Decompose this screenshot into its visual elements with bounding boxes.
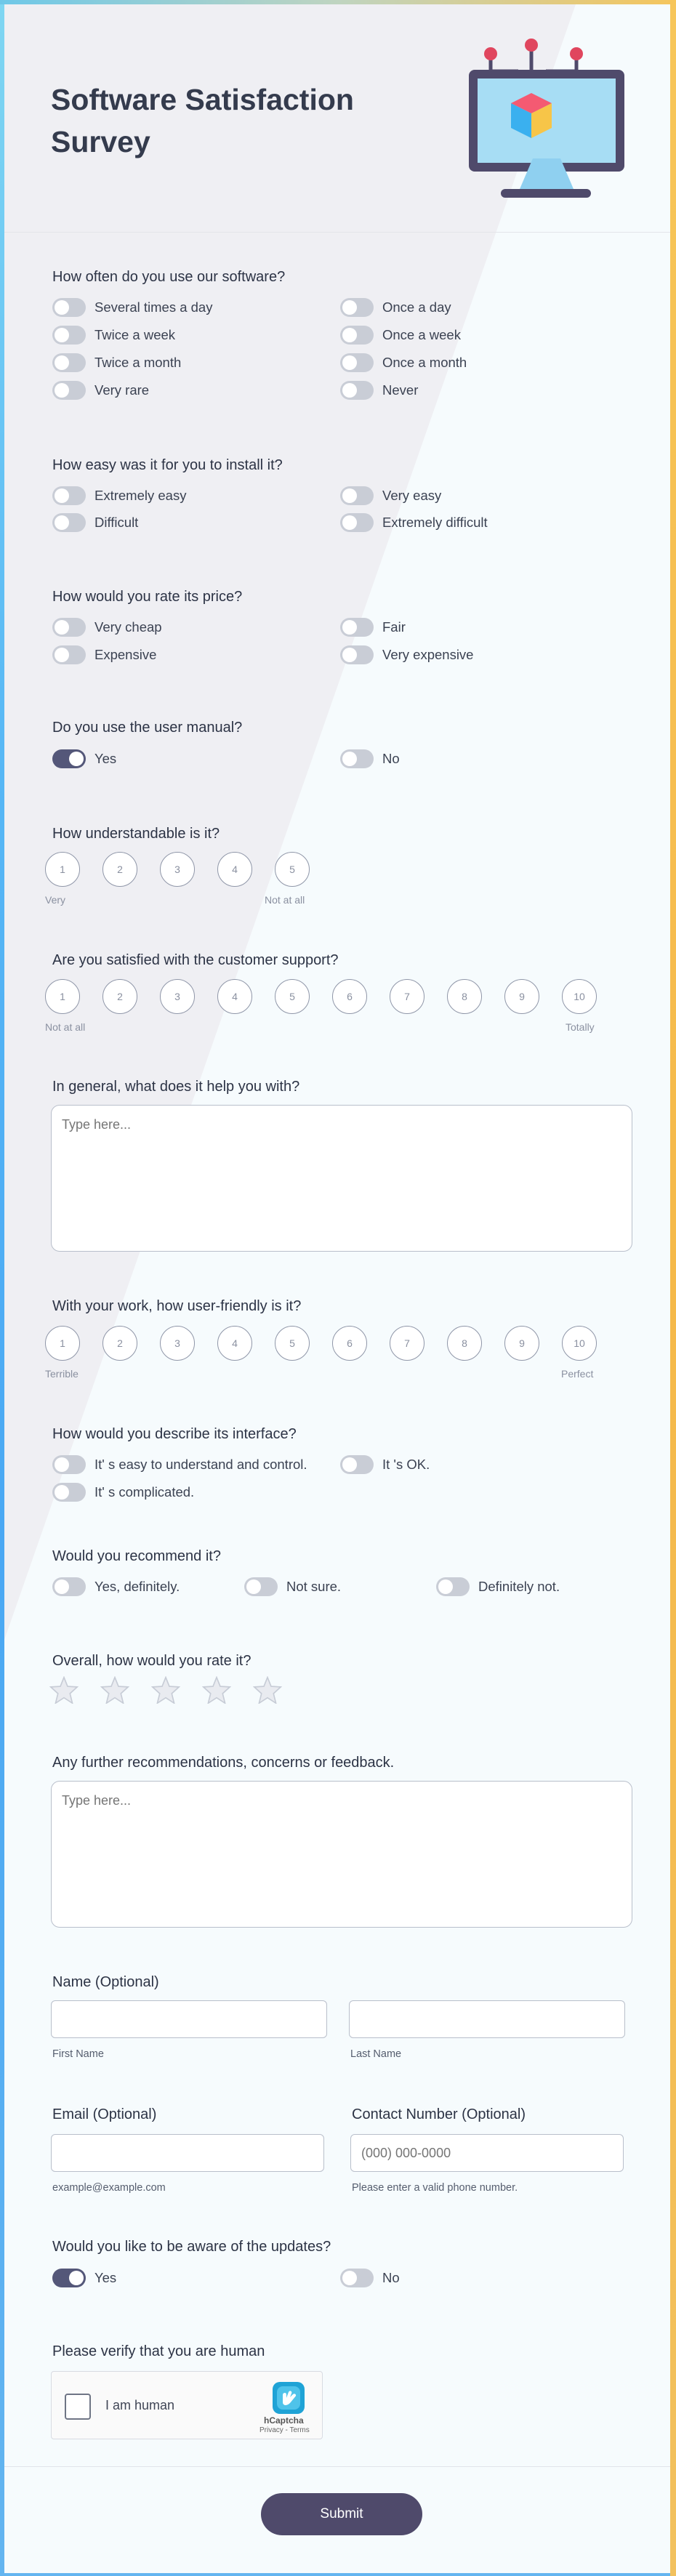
form-header	[4, 4, 670, 233]
friendly-scale-10[interactable]: 10	[562, 1326, 597, 1361]
hcaptcha-privacy-terms-link[interactable]: Privacy - Terms	[259, 2426, 310, 2434]
support-scale-4[interactable]: 4	[217, 979, 252, 1014]
friendly-scale-6[interactable]: 6	[332, 1326, 367, 1361]
toggle-switch[interactable]	[52, 298, 86, 317]
support-scale-8[interactable]: 8	[447, 979, 482, 1014]
option-label: Twice a week	[94, 327, 176, 342]
submit-button[interactable]: Submit	[261, 2493, 422, 2535]
option-label: Twice a month	[94, 355, 182, 370]
q-recommend-label: Would you recommend it?	[52, 1548, 221, 1564]
q-usage-label: How often do you use our software?	[52, 269, 286, 285]
toggle-switch[interactable]	[52, 513, 86, 532]
option-label: Yes	[94, 751, 117, 766]
install-option-very-easy[interactable]	[340, 486, 441, 505]
q-understand-label: How understandable is it?	[52, 826, 220, 842]
usage-option-once-a-week[interactable]	[340, 326, 461, 345]
friendly-scale-7[interactable]: 7	[390, 1326, 424, 1361]
q-rating-label: Overall, how would you rate it?	[52, 1653, 252, 1669]
q-install-label: How easy was it for you to install it?	[52, 457, 283, 473]
option-label: Very expensive	[382, 647, 474, 662]
option-label: Very rare	[94, 382, 150, 398]
friendly-scale-8[interactable]: 8	[447, 1326, 482, 1361]
option-label: Once a day	[382, 299, 451, 315]
understand-scale-1[interactable]: 1	[45, 852, 80, 887]
friendly-scale-3[interactable]: 3	[160, 1326, 195, 1361]
manual-option-no[interactable]	[340, 749, 400, 768]
friendly-scale-2[interactable]: 2	[102, 1326, 137, 1361]
option-label: No	[382, 751, 400, 766]
toggle-switch[interactable]	[52, 381, 86, 400]
install-option-difficult[interactable]	[52, 513, 138, 532]
interface-option-easy[interactable]	[52, 1455, 307, 1474]
usage-option-very-rare[interactable]	[52, 381, 149, 400]
option-label: Extremely easy	[94, 488, 187, 503]
toggle-switch[interactable]	[52, 1577, 86, 1596]
understand-high-label: Not at all	[265, 894, 305, 906]
q-price-label: How would you rate its price?	[52, 589, 243, 605]
price-option-very-cheap[interactable]	[52, 618, 162, 637]
toggle-switch[interactable]	[52, 353, 86, 372]
toggle-switch[interactable]	[52, 486, 86, 505]
option-label: Yes, definitely.	[94, 1579, 180, 1594]
support-scale-6[interactable]: 6	[332, 979, 367, 1014]
toggle-switch[interactable]	[340, 381, 374, 400]
recommend-option-not-sure[interactable]	[244, 1577, 341, 1596]
computer-cube-icon	[467, 36, 627, 204]
friendly-scale-1[interactable]: 1	[45, 1326, 80, 1361]
captcha-label: Please verify that you are human	[52, 2343, 265, 2359]
toggle-switch-on[interactable]	[52, 749, 86, 768]
toggle-switch[interactable]	[340, 1455, 374, 1474]
toggle-switch[interactable]	[52, 326, 86, 345]
form-card	[4, 4, 670, 2573]
feedback-textarea[interactable]	[51, 1781, 632, 1928]
support-scale-3[interactable]: 3	[160, 979, 195, 1014]
understand-low-label: Very	[45, 894, 66, 906]
interface-option-complicated[interactable]	[52, 1483, 194, 1502]
frame-right-border	[670, 0, 676, 2576]
friendly-scale-4[interactable]: 4	[217, 1326, 252, 1361]
friendly-scale-9[interactable]: 9	[504, 1326, 539, 1361]
option-label: It' s complicated.	[94, 1484, 195, 1500]
option-label: Difficult	[94, 515, 139, 530]
name-label: Name (Optional)	[52, 1974, 159, 1990]
support-scale-1[interactable]: 1	[45, 979, 80, 1014]
email-sublabel: example@example.com	[52, 2182, 166, 2194]
star-icon[interactable]	[151, 1676, 180, 1704]
q-manual-label: Do you use the user manual?	[52, 720, 243, 736]
friendly-low-label: Terrible	[45, 1368, 79, 1380]
page-title: Software Satisfaction Survey	[51, 83, 354, 158]
support-scale-10[interactable]: 10	[562, 979, 597, 1014]
usage-option-several-times-a-day[interactable]	[52, 298, 212, 317]
option-label: It' s easy to understand and control.	[94, 1457, 307, 1472]
toggle-switch[interactable]	[340, 353, 374, 372]
manual-option-yes[interactable]	[52, 749, 116, 768]
star-icon[interactable]	[100, 1676, 129, 1704]
toggle-switch[interactable]	[244, 1577, 278, 1596]
updates-option-no[interactable]	[340, 2269, 400, 2287]
support-scale-9[interactable]: 9	[504, 979, 539, 1014]
captcha-checkbox[interactable]	[65, 2394, 91, 2420]
toggle-switch[interactable]	[340, 2269, 374, 2287]
option-label: No	[382, 2270, 400, 2285]
q-friendly-label: With your work, how user-friendly is it?	[52, 1298, 302, 1314]
toggle-switch[interactable]	[436, 1577, 470, 1596]
toggle-switch[interactable]	[340, 486, 374, 505]
toggle-switch[interactable]	[340, 618, 374, 637]
toggle-switch[interactable]	[52, 1455, 86, 1474]
support-low-label: Not at all	[45, 1021, 86, 1033]
q-help-label: In general, what does it help you with?	[52, 1079, 300, 1095]
toggle-switch[interactable]	[340, 326, 374, 345]
first-name-input[interactable]	[51, 2000, 327, 2038]
understand-scale-2[interactable]: 2	[102, 852, 137, 887]
option-label: Definitely not.	[478, 1579, 560, 1594]
toggle-switch[interactable]	[340, 298, 374, 317]
usage-option-twice-a-week[interactable]	[52, 326, 175, 345]
option-label: Fair	[382, 619, 406, 635]
phone-input[interactable]	[350, 2134, 624, 2172]
hcaptcha-logo-icon	[273, 2382, 305, 2414]
phone-label: Contact Number (Optional)	[352, 2106, 526, 2122]
updates-option-yes[interactable]	[52, 2269, 116, 2287]
price-option-expensive[interactable]	[52, 645, 156, 664]
q-support-label: Are you satisfied with the customer support?	[52, 952, 339, 968]
email-input[interactable]	[51, 2134, 324, 2172]
last-name-input[interactable]	[349, 2000, 625, 2038]
q-interface-label: How would you describe its interface?	[52, 1426, 297, 1442]
price-option-very-expensive[interactable]	[340, 645, 473, 664]
friendly-high-label: Perfect	[561, 1368, 594, 1380]
option-label: Yes	[94, 2270, 117, 2285]
toggle-switch[interactable]	[340, 513, 374, 532]
star-icon[interactable]	[202, 1676, 231, 1704]
recommend-option-yes[interactable]	[52, 1577, 180, 1596]
recommend-option-no[interactable]	[436, 1577, 560, 1596]
footer-divider	[4, 2466, 670, 2467]
q-feedback-label: Any further recommendations, concerns or feedback.	[52, 1755, 395, 1771]
last-name-sublabel: Last Name	[350, 2048, 402, 2060]
option-label: Very cheap	[94, 619, 162, 635]
phone-sublabel: Please enter a valid phone number.	[352, 2182, 518, 2194]
option-label: Not sure.	[286, 1579, 342, 1594]
toggle-switch-on[interactable]	[52, 2269, 86, 2287]
hcaptcha-brand: hCaptcha	[264, 2415, 304, 2426]
first-name-sublabel: First Name	[52, 2048, 104, 2060]
star-icon[interactable]	[253, 1676, 282, 1704]
q-updates-label: Would you like to be aware of the updates?	[52, 2239, 331, 2255]
usage-option-never[interactable]	[340, 381, 418, 400]
option-label: Very easy	[382, 488, 442, 503]
toggle-switch[interactable]	[52, 618, 86, 637]
option-label: Once a week	[382, 327, 461, 342]
understand-scale-4[interactable]: 4	[217, 852, 252, 887]
install-option-extremely-difficult[interactable]	[340, 513, 488, 532]
support-scale-7[interactable]: 7	[390, 979, 424, 1014]
support-scale-5[interactable]: 5	[275, 979, 310, 1014]
toggle-switch[interactable]	[340, 749, 374, 768]
option-label: Expensive	[94, 647, 157, 662]
usage-option-once-a-day[interactable]	[340, 298, 451, 317]
toggle-switch[interactable]	[340, 645, 374, 664]
hcaptcha-widget	[51, 2371, 323, 2439]
support-high-label: Totally	[566, 1021, 595, 1033]
install-option-extremely-easy[interactable]	[52, 486, 186, 505]
option-label: It 's OK.	[382, 1457, 430, 1472]
support-scale-2[interactable]: 2	[102, 979, 137, 1014]
captcha-checkbox-label: I am human	[105, 2398, 175, 2412]
toggle-switch[interactable]	[52, 645, 86, 664]
option-label: Once a month	[382, 355, 467, 370]
friendly-scale-5[interactable]: 5	[275, 1326, 310, 1361]
price-option-fair[interactable]	[340, 618, 406, 637]
understand-scale-3[interactable]: 3	[160, 852, 195, 887]
option-label: Never	[382, 382, 419, 398]
option-label: Extremely difficult	[382, 515, 488, 530]
usage-option-once-a-month[interactable]	[340, 353, 467, 372]
interface-option-ok[interactable]	[340, 1455, 430, 1474]
help-textarea[interactable]	[51, 1105, 632, 1252]
usage-option-twice-a-month[interactable]	[52, 353, 181, 372]
star-icon[interactable]	[49, 1676, 79, 1704]
understand-scale-5[interactable]: 5	[275, 852, 310, 887]
toggle-switch[interactable]	[52, 1483, 86, 1502]
option-label: Several times a day	[94, 299, 213, 315]
email-label: Email (Optional)	[52, 2106, 157, 2122]
